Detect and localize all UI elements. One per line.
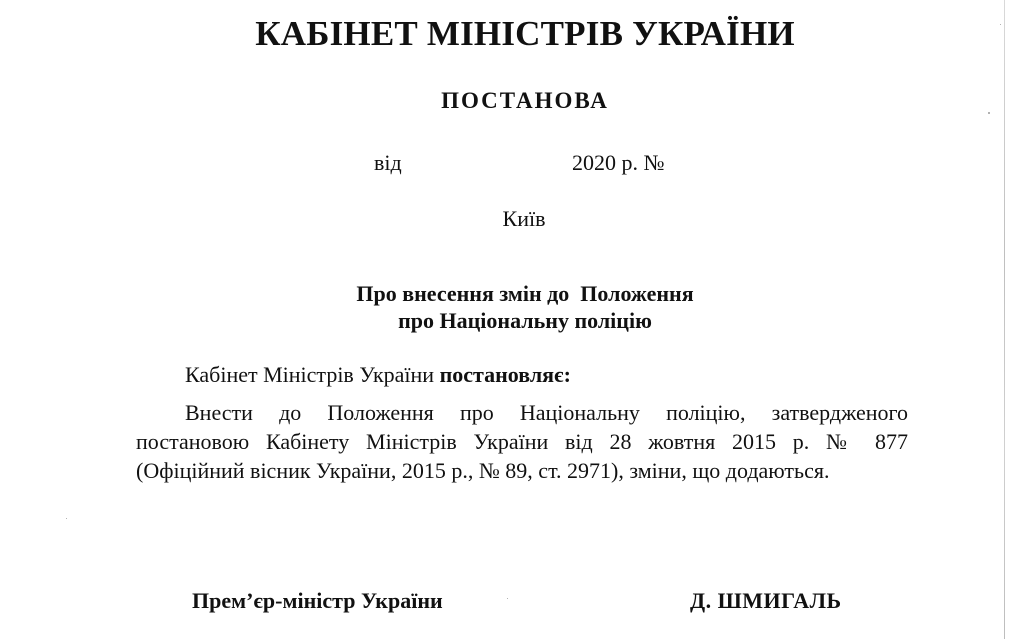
date-from-label: від	[374, 150, 402, 175]
body-line-3: (Офіційний вісник України, 2015 р., № 89, ст. 2971), зміни, що додаються.	[136, 458, 830, 483]
date-year-number-label: 2020 р. №	[572, 150, 665, 175]
body-line-1: Внести до Положення про Національну поліцію, затвердженого	[185, 400, 908, 425]
document-title: КАБІНЕТ МІНІСТРІВ УКРАЇНИ	[255, 14, 795, 53]
preamble	[185, 362, 571, 388]
signer-position: Прем’єр-міністр України	[192, 588, 443, 613]
preamble-verb: постановляє:	[439, 362, 571, 387]
resolution-subject	[0, 280, 1024, 334]
city-name: Київ	[502, 206, 546, 231]
scan-speck	[507, 598, 508, 599]
resolution-body	[136, 398, 908, 485]
document-type: ПОСТАНОВА	[441, 88, 609, 113]
subject-line-1: Про внесення змін до Положення	[356, 281, 694, 306]
scan-speck	[66, 518, 67, 519]
preamble-subject: Кабінет Міністрів України	[185, 362, 440, 387]
subject-line-2: про Національну поліцію	[398, 308, 652, 333]
signer-name: Д. ШМИГАЛЬ	[690, 588, 842, 613]
body-line-2: постановою Кабінету Міністрів України від 28 жовтня 2015 р. № 877	[136, 429, 908, 454]
